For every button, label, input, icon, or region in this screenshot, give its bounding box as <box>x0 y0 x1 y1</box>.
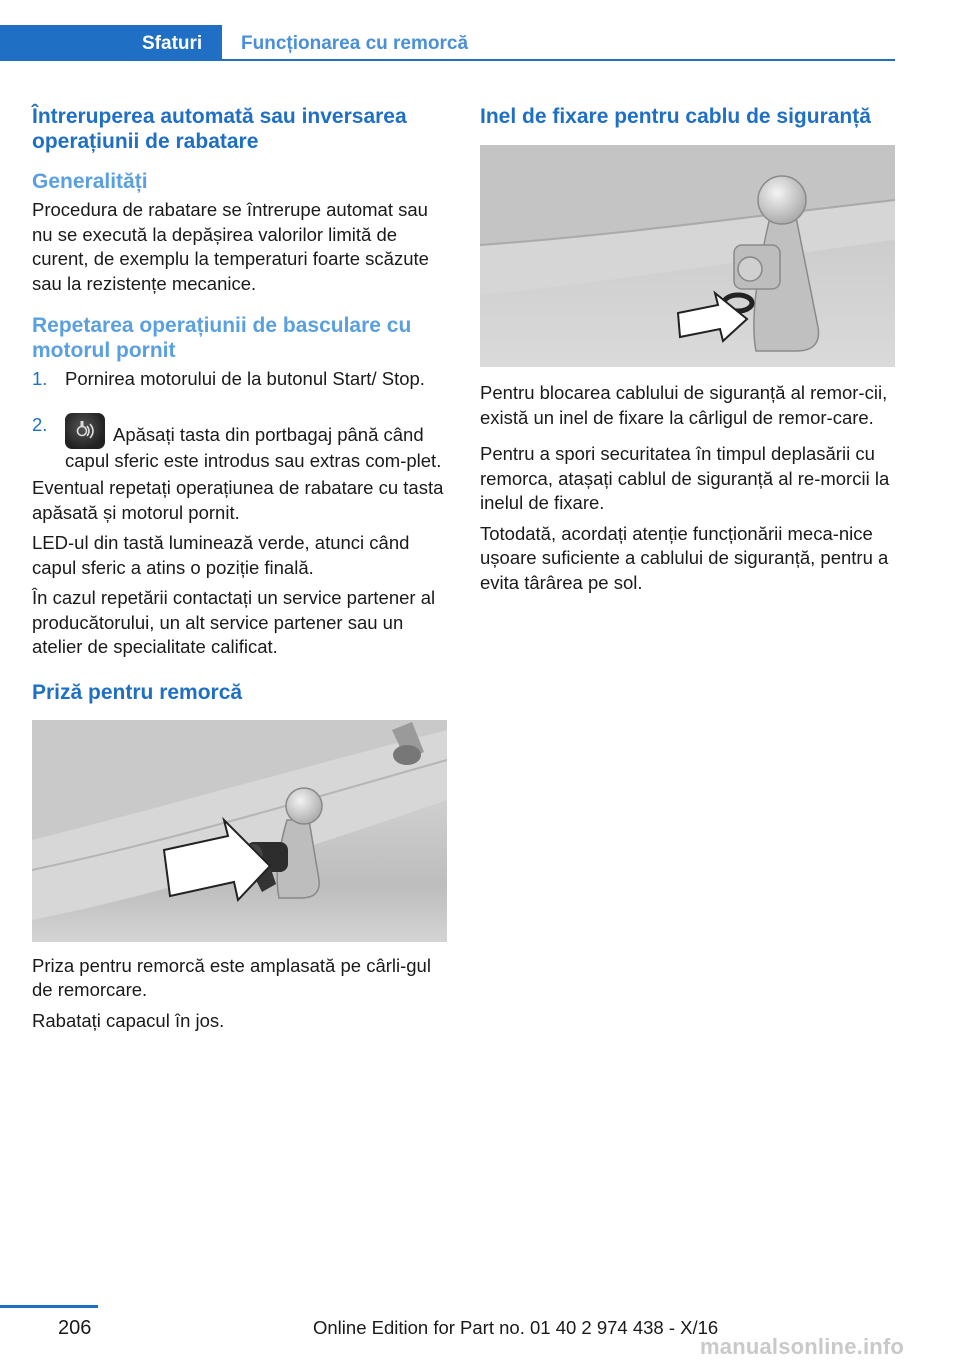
paragraph-general: Procedura de rabatare se întrerupe automat sau nu se execută la depășirea valorilor limită de curent, de exemplu la temperaturi foarte scăzute sau la rezistențe mecanice. <box>32 199 429 294</box>
watermark: manualsonline.info <box>700 1334 905 1359</box>
paragraph-attach-cable: Pentru a spori securitatea în timpul deplasării cu remorca, atașați cablul de siguranță al re-morcii la inelul de fixare. <box>480 443 890 513</box>
header-rule <box>222 59 895 61</box>
right-column <box>480 104 895 595</box>
luggage-button-icon <box>65 413 105 449</box>
subheading-general: Generalități <box>32 170 148 193</box>
step-item <box>32 413 447 474</box>
step-text: Pornirea motorului de la butonul Start/ Stop. <box>65 368 425 389</box>
header-section-label: Sfaturi <box>142 33 203 54</box>
paragraph-fold-cover: Rabatați capacul în jos. <box>32 1009 225 1031</box>
header-chapter-label: Funcționarea cu remorcă <box>241 33 469 54</box>
step-item <box>32 367 447 392</box>
subheading-repeat-operation: Repetarea operațiunii de basculare cu motorul pornit <box>32 314 412 362</box>
footer-rule <box>0 1305 98 1308</box>
page-number: 206 <box>58 1317 92 1339</box>
edition-note: Online Edition for Part no. 01 40 2 974 438 - X/16 <box>313 1317 719 1338</box>
heading-automatic-interruption: Întreruperea automată sau inversarea operațiunii de rabatare <box>32 105 407 153</box>
left-column <box>32 104 447 1033</box>
trailer-socket-illustration <box>32 720 447 942</box>
safety-cable-eyelet-illustration <box>480 145 895 367</box>
paragraph-led: LED-ul din tastă luminează verde, atunci când capul sferic a atins o poziție finală. <box>32 532 410 578</box>
heading-safety-cable-eyelet: Inel de fixare pentru cablu de siguranță <box>480 105 871 128</box>
step-number: 1. <box>32 368 48 389</box>
paragraph-eyelet-purpose: Pentru blocarea cablului de siguranță al remor-cii, există un inel de fixare la cârligul de remor-care. <box>480 382 888 428</box>
step-number: 2. <box>32 413 48 435</box>
steps-list <box>32 367 447 473</box>
heading-trailer-socket: Priză pentru remorcă <box>32 680 243 704</box>
paragraph-repeat: Eventual repetați operațiunea de rabatare cu tasta apăsată și motorul pornit. <box>32 477 444 523</box>
paragraph-cable-slack: Totodată, acordați atenție funcționării meca-nice ușoare suficiente a cablului de siguranță, pentru a evita târârea pe sol. <box>480 522 889 593</box>
paragraph-service: În cazul repetării contactați un service partener al producătorului, un alt service partener sau un atelier de specialitate calificat. <box>32 587 436 657</box>
step-text: Apăsați tasta din portbagaj până când capul sferic este introdus sau extras com-plet. <box>65 423 442 471</box>
paragraph-socket-location: Priza pentru remorcă este amplasată pe cârli-gul de remorcare. <box>32 954 431 1000</box>
